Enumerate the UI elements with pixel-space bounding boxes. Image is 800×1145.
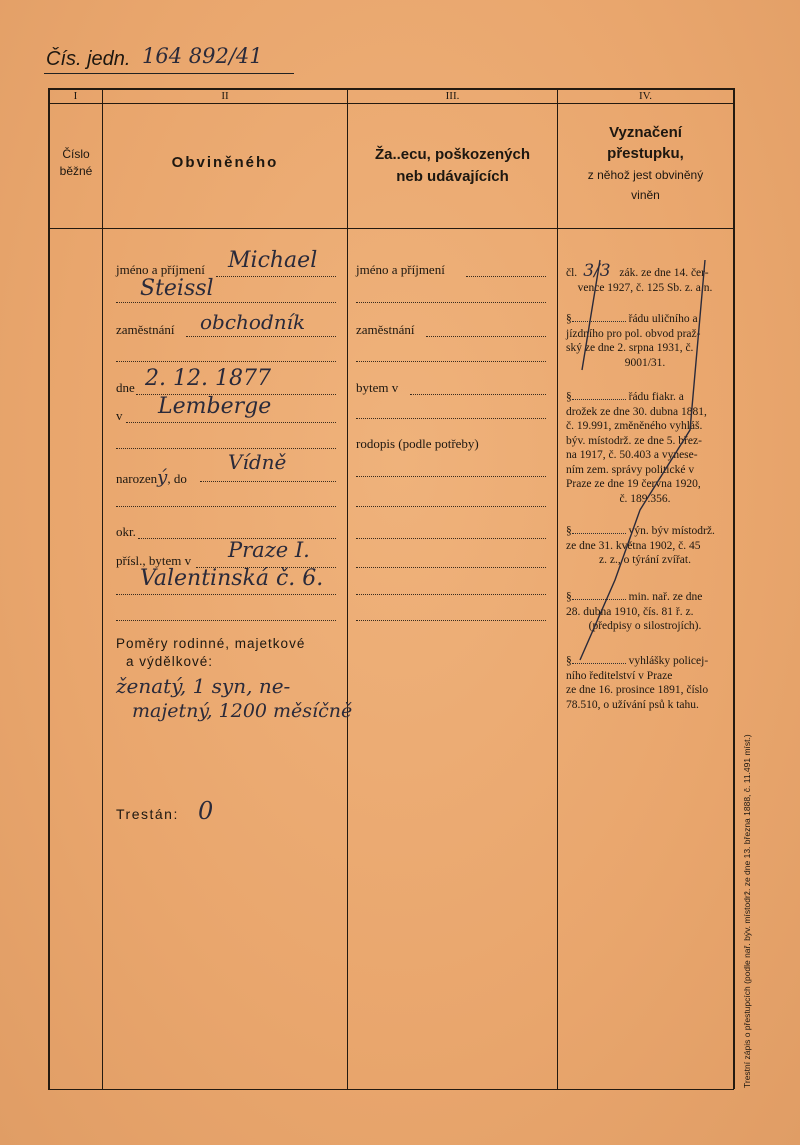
accused-residence-label: přísl., bytem v xyxy=(116,553,192,568)
side-note: Trestní zápis o přestupcích (podle nař. býv. místodrž. ze dne 13. března 1888, č. 11.491 míst.) xyxy=(742,734,752,1088)
offence-3-section: § xyxy=(566,391,572,403)
offence-2-text-a: řádu uličního a xyxy=(628,313,698,325)
accused-born-text: narozen xyxy=(116,471,158,486)
offence-3-text-e: na 1917, č. 50.403 a vynese- xyxy=(566,449,698,461)
offence-3-text-d: býv. místodrž. ze dne 5. břez- xyxy=(566,434,702,447)
offence-6-text-d: 78.510, o užívání psů k tahu. xyxy=(566,698,699,711)
accused-place-line xyxy=(126,422,336,423)
injured-line-1 xyxy=(356,476,546,477)
accused-occupation-value: obchodník xyxy=(200,310,306,334)
offence-2-text-c: ský ze dne 2. srpna 1931, č. xyxy=(566,342,694,354)
header-col3 xyxy=(348,144,557,188)
accused-born-mark: ý xyxy=(157,467,168,488)
accused-surname-value: Steissl xyxy=(140,276,214,301)
header-col3-line1: Ža..ecu, poškozených xyxy=(374,146,531,163)
accused-street-value: Valentinská č. 6. xyxy=(140,566,324,591)
column-number-rule xyxy=(48,103,734,104)
offence-6-text-b: ního ředitelství v Praze xyxy=(566,669,673,682)
accused-punished-label: Trestán: xyxy=(116,806,179,822)
table-right-border xyxy=(733,88,735,1089)
injured-occupation-line xyxy=(426,336,546,337)
offence-4-text-a: výn. býv místodrž. xyxy=(628,525,715,537)
offence-6-text-c: ze dne 16. prosince 1891, číslo xyxy=(566,684,709,696)
accused-to-line xyxy=(200,481,336,482)
header-bottom-rule xyxy=(48,228,734,229)
header-col1-line1: Číslo xyxy=(62,147,90,161)
offence-4-text-b: ze dne 31. května 1902, č. 45 xyxy=(566,539,701,552)
reference-value: 164 892/41 xyxy=(142,44,263,68)
injured-occupation-label: zaměstnání xyxy=(356,322,415,337)
accused-date-label: dne xyxy=(116,380,135,395)
offence-5-text-c: (předpisy o silostrojích). xyxy=(588,620,702,632)
accused-punished-value: 0 xyxy=(198,797,214,825)
injured-residence-line xyxy=(410,394,546,395)
accused-family-label-2: a výdělkové: xyxy=(126,654,214,669)
accused-name-value: Michael xyxy=(228,248,318,273)
offence-1-prefix: čl. xyxy=(566,267,578,279)
column-number-4: IV. xyxy=(639,90,652,102)
header-col4-line3: z něhož jest obviněný xyxy=(587,168,704,182)
accused-place-value: Lemberge xyxy=(158,394,272,419)
injured-line-2 xyxy=(356,506,546,507)
header-col1 xyxy=(50,146,102,180)
accused-born-label xyxy=(116,467,187,488)
accused-street-line-2 xyxy=(116,620,336,621)
accused-occupation-line-2 xyxy=(116,361,336,362)
column-number-2: II xyxy=(221,90,229,102)
offence-3-text-a: řádu fiakr. a xyxy=(628,391,684,403)
header-col4-line2: přestupku, xyxy=(607,145,684,162)
accused-residence-value: Praze I. xyxy=(228,538,310,562)
injured-line-4 xyxy=(356,567,546,568)
injured-name-line xyxy=(466,276,546,277)
accused-occupation-line xyxy=(186,336,336,337)
accused-date-value: 2. 12. 1877 xyxy=(145,366,271,391)
table-left-border xyxy=(48,88,50,1089)
column-divider-3 xyxy=(557,88,558,1089)
offence-3-text-f: ním zem. správy politické v xyxy=(566,463,695,476)
header-col3-line2: neb udávajících xyxy=(396,168,509,185)
offence-5-text-a: min. nař. ze dne xyxy=(628,591,703,603)
reference-label: Čís. jedn. xyxy=(46,48,131,70)
header-col2: Obviněného xyxy=(171,154,279,171)
injured-bio-label: rodopis (podle potřeby) xyxy=(356,436,479,451)
accused-district-label: okr. xyxy=(116,524,136,539)
offence-1-hand: 3/3 xyxy=(583,261,611,281)
accused-family-value-1: ženatý, 1 syn, ne- xyxy=(116,674,291,698)
injured-line-5 xyxy=(356,594,546,595)
accused-place-label: v xyxy=(116,408,123,423)
accused-to-value: Vídně xyxy=(228,450,287,474)
reference-underline xyxy=(44,73,294,74)
header-col4 xyxy=(558,122,733,204)
accused-family-label xyxy=(116,635,305,671)
offence-3-text-g: Praze ze dne 19 června 1920, xyxy=(566,478,701,490)
accused-to-text: , do xyxy=(167,471,187,486)
strike-through-mark xyxy=(560,250,730,670)
injured-name-line-2 xyxy=(356,302,546,303)
header-col4-line4: viněn xyxy=(631,188,660,202)
accused-family-label-1: Poměry rodinné, majetkové xyxy=(116,636,306,651)
offence-3-text-c: č. 19.991, změněného vyhláš. xyxy=(566,420,703,432)
accused-name-line xyxy=(216,276,336,277)
offence-4-section: § xyxy=(566,525,572,537)
column-number-3: III. xyxy=(445,90,460,102)
accused-family-value-2: majetný, 1200 měsíčně xyxy=(132,700,353,722)
injured-line-6 xyxy=(356,620,546,621)
offence-2-text-b: jízdního pro pol. obvod praž- xyxy=(566,327,701,340)
column-divider-1 xyxy=(102,88,103,1089)
accused-born-line-2 xyxy=(116,506,336,507)
offence-5-text-b: 28. dubna 1910, čís. 81 ř. z. xyxy=(566,605,694,618)
accused-name-label: jméno a příjmení xyxy=(116,262,205,277)
reference-number xyxy=(42,42,302,72)
injured-name-label: jméno a příjmení xyxy=(356,262,445,277)
offence-5-section: § xyxy=(566,591,572,603)
offence-6-section: § xyxy=(566,655,572,667)
offence-2-text-d: 9001/31. xyxy=(624,356,666,369)
offence-1-text-b: vence 1927, č. 125 Sb. z. a n. xyxy=(577,281,713,294)
column-divider-2 xyxy=(347,88,348,1089)
accused-place-line-2 xyxy=(116,448,336,449)
offence-1-text-a: zák. ze dne 14. čer- xyxy=(619,267,709,279)
injured-residence-line-2 xyxy=(356,418,546,419)
header-col4-line1: Vyznačení xyxy=(609,124,682,141)
injured-residence-label: bytem v xyxy=(356,380,399,395)
accused-surname-line xyxy=(116,302,336,303)
accused-street-line xyxy=(116,594,336,595)
injured-line-3 xyxy=(356,538,546,539)
column-number-1: I xyxy=(73,90,78,102)
accused-occupation-label: zaměstnání xyxy=(116,322,175,337)
table-bottom-rule xyxy=(48,1089,734,1090)
header-col1-line2: běžné xyxy=(59,164,93,178)
offence-3-text-h: č. 189.356. xyxy=(619,492,671,505)
offence-2-section: § xyxy=(566,313,572,325)
injured-occupation-line-2 xyxy=(356,361,546,362)
offence-6-text-a: vyhlášky policej- xyxy=(628,655,709,667)
offence-4-text-c: z. z., o týrání zvířat. xyxy=(599,554,691,566)
offence-3-text-b: drožek ze dne 30. dubna 1881, xyxy=(566,405,707,418)
